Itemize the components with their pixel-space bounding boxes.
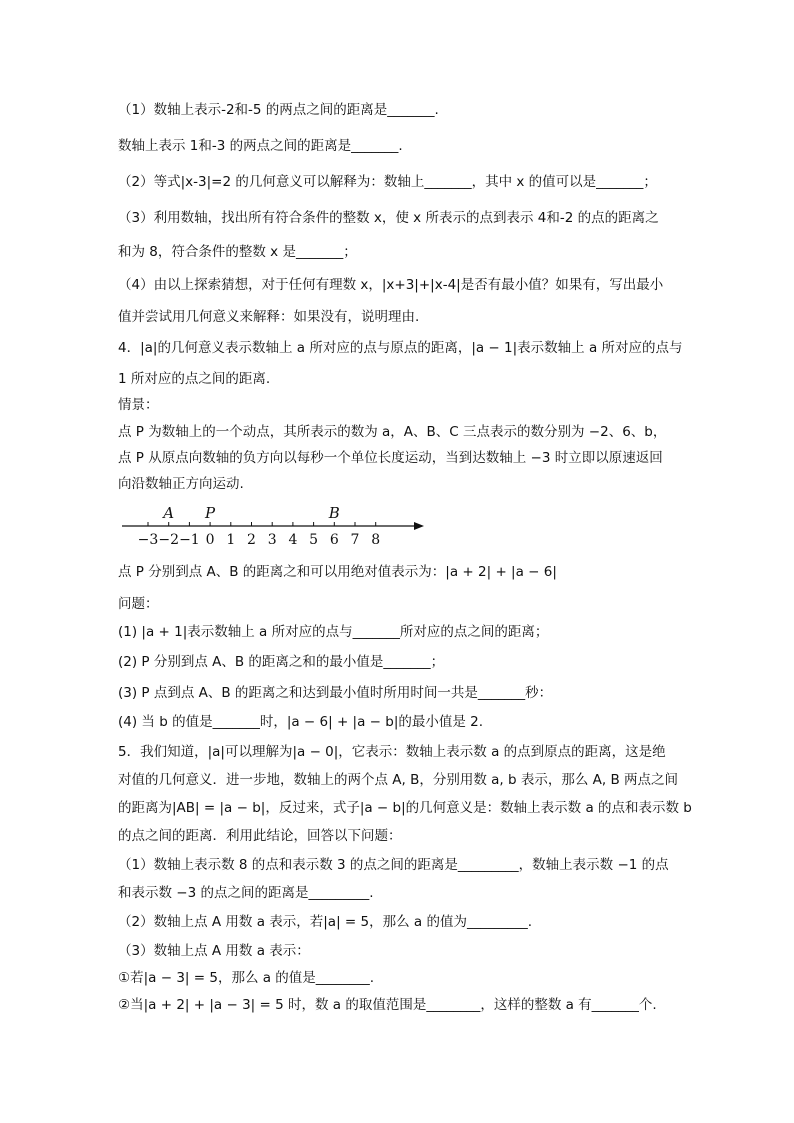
q5-intro-line-c: 的距离为|AB| = |a − b|，反过来，式子|a − b|的几何意义是：数轴上表示数 a 的点和表示数 b: [118, 800, 692, 816]
number-line-tick-label: 5: [309, 532, 319, 548]
number-line-arrow-icon: [414, 522, 424, 530]
number-line-point-label: P: [205, 504, 216, 522]
q4-question-4: (4) 当 b 的值是_______时，|a − 6| + |a − b|的最小值是 2.: [118, 714, 484, 730]
q5-part3-item-2: ②当|a + 2| + |a − 3| = 5 时，数 a 的取值范围是________，这样的整数 a 有_______个.: [118, 997, 657, 1013]
q4-abs-sum: 点 P 分别到点 A、B 的距离之和可以用绝对值表示为：|a + 2| + |a − 6|: [118, 564, 557, 580]
number-line-tick-label: 4: [288, 532, 298, 548]
q3-part3-line-a: （3）利用数轴，找出所有符合条件的整数 x，使 x 所表示的点到表示 4和-2 的点的距离之: [118, 210, 659, 226]
number-line-tick-label: 3: [267, 532, 277, 548]
q5-part3: （3）数轴上点 A 用数 a 表示：: [118, 943, 310, 959]
q4-question-1: (1) |a + 1|表示数轴上 a 所对应的点与_______所对应的点之间的距离；: [118, 624, 549, 640]
number-line-tick-label: 6: [329, 532, 339, 548]
q3-part1-line-a: （1）数轴上表示-2和-5 的两点之间的距离是_______.: [118, 102, 439, 118]
q5-intro-line-a: 5．我们知道，|a|可以理解为|a − 0|，它表示：数轴上表示数 a 的点到原点的距离，这是绝: [118, 744, 666, 760]
q4-intro-line-b: 1 所对应的点之间的距离.: [118, 371, 271, 387]
q3-part4-line-a: （4）由以上探索猜想，对于任何有理数 x，|x+3|+|x-4|是否有最小值？如果有，写出最小: [118, 277, 664, 293]
number-line-point-label: B: [328, 504, 340, 522]
q5-part2: （2）数轴上点 A 用数 a 表示，若|a| = 5，那么 a 的值为_________.: [118, 914, 533, 930]
number-line-tick-label: 7: [350, 532, 360, 548]
q5-intro-line-b: 对值的几何意义．进一步地，数轴上的两个点 A, B，分别用数 a, b 表示，那么 A, B 两点之间: [118, 772, 679, 788]
number-line: [118, 500, 428, 550]
q3-part2: （2）等式|x-3|=2 的几何意义可以解释为：数轴上_______，其中 x 的值可以是_______；: [118, 174, 657, 190]
q3-part3-line-b: 和为 8，符合条件的整数 x 是_______；: [118, 244, 357, 260]
number-line-point-label: A: [163, 504, 175, 522]
number-line-tick-label: −3: [137, 532, 159, 548]
q5-part1-line-a: （1）数轴上表示数 8 的点和表示数 3 的点之间的距离是_________，数轴上表示数 −1 的点: [118, 857, 669, 873]
q4-question-label: 问题：: [118, 596, 159, 612]
number-line-tick-label: 8: [371, 532, 381, 548]
q4-scene-label: 情景：: [118, 397, 159, 413]
number-line-tick-label: 0: [205, 532, 215, 548]
q5-part3-item-1: ①若|a − 3| = 5，那么 a 的值是________.: [118, 970, 375, 986]
q4-question-2: (2) P 分别到点 A、B 的距离之和的最小值是_______；: [118, 654, 445, 670]
q5-part1-line-b: 和表示数 −3 的点之间的距离是_________.: [118, 885, 374, 901]
number-line-tick-label: 2: [247, 532, 256, 548]
q3-part1-line-b: 数轴上表示 1和-3 的两点之间的距离是_______.: [118, 138, 403, 154]
q4-question-3: (3) P 点到点 A、B 的距离之和达到最小值时所用时间一共是_______秒：: [118, 685, 553, 701]
q4-scene-line-b: 点 P 从原点向数轴的负方向以每秒一个单位长度运动，当到达数轴上 −3 时立即以原速返回: [118, 450, 663, 466]
number-line-tick-label: 1: [226, 532, 236, 548]
number-line-tick-label: −2: [158, 532, 180, 548]
q4-intro-line-a: 4．|a|的几何意义表示数轴上 a 所对应的点与原点的距离，|a − 1|表示数轴上 a 所对应的点与: [118, 340, 683, 356]
q4-scene-line-a: 点 P 为数轴上的一个动点，其所表示的数为 a，A、B、C 三点表示的数分别为 −2、6、b，: [118, 424, 667, 440]
q4-scene-line-c: 向沿数轴正方向运动.: [118, 476, 244, 492]
q3-part4-line-b: 值并尝试用几何意义来解释：如果没有，说明理由.: [118, 309, 420, 325]
q5-intro-line-d: 的点之间的距离．利用此结论，回答以下问题：: [118, 828, 402, 844]
number-line-tick-label: −1: [179, 532, 200, 548]
